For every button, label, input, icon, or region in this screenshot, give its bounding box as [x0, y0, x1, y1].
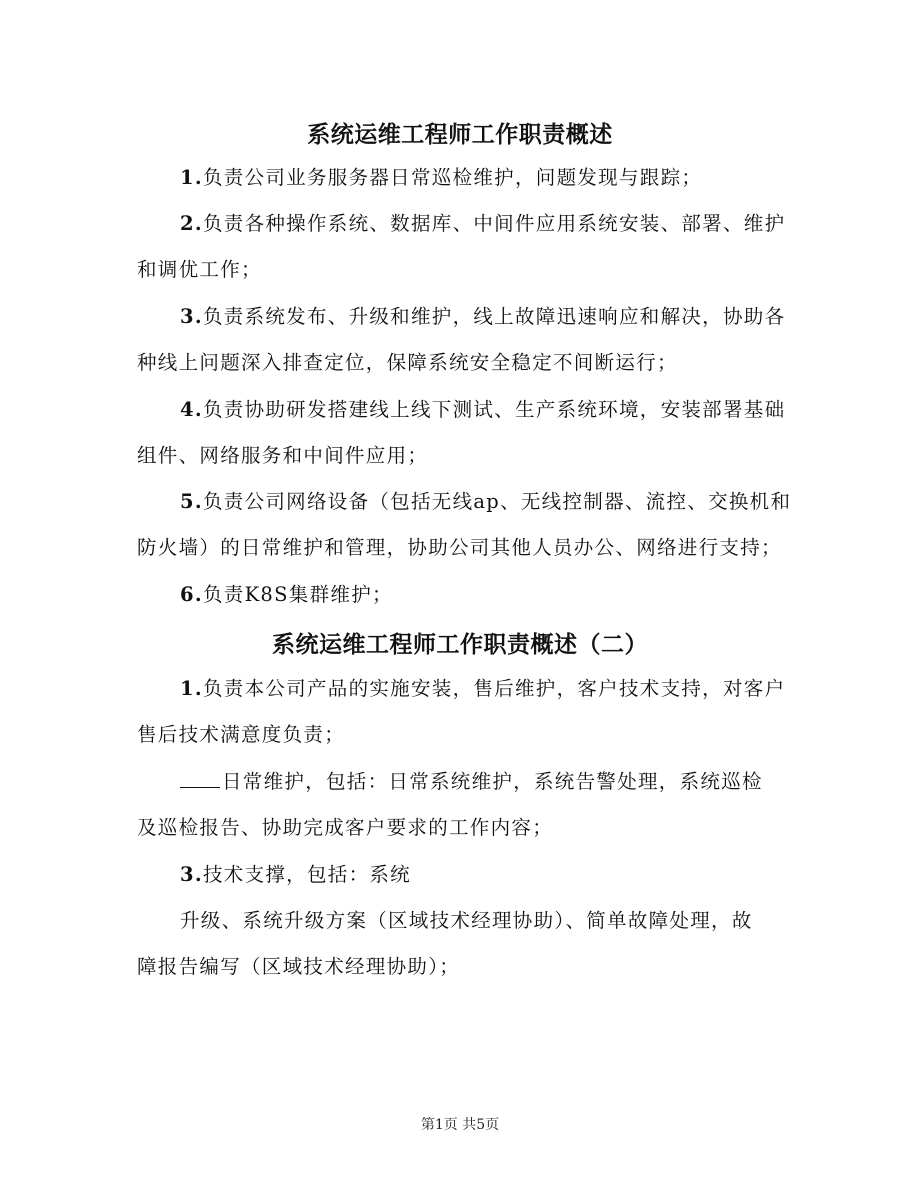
section1-item-4: [180, 397, 785, 423]
item-text: 负责协助研发搭建线上线下测试、生产系统环境，安装部署基础: [202, 398, 786, 421]
section1-item-5: [180, 489, 791, 515]
section1-item-2-continued: 和调优工作；: [137, 258, 262, 281]
item-number: 4.: [180, 398, 203, 421]
item-text: 负责K8S集群维护；: [202, 583, 393, 606]
section1-item-4-continued: 组件、网络服务和中间件应用；: [137, 444, 429, 467]
item-text: 负责各种操作系统、数据库、中间件应用系统安装、部署、维护: [202, 212, 786, 235]
item-number: 2.: [180, 212, 203, 235]
section1-item-3-continued: 种线上问题深入排查定位，保障系统安全稳定不间断运行；: [137, 351, 678, 374]
section1-item-1: [180, 165, 702, 191]
section1-item-5-continued: 防火墙）的日常维护和管理，协助公司其他人员办公、网络进行支持；: [137, 536, 782, 559]
item-number: 3.: [180, 863, 203, 886]
section1-item-6: [180, 582, 393, 608]
section1-item-3: [180, 304, 785, 330]
section2-item-3: [180, 862, 411, 888]
item-text: 负责本公司产品的实施安装，售后维护，客户技术支持，对客户: [202, 677, 786, 700]
item-number: 6.: [180, 583, 203, 606]
item-text: 日常维护，包括：日常系统维护，系统告警处理，系统巡检: [222, 770, 763, 793]
item-number: 3.: [180, 305, 203, 328]
section1-title: 系统运维工程师工作职责概述: [307, 121, 613, 148]
section2-item-2: [180, 769, 763, 795]
item-number: 1.: [180, 166, 203, 189]
section1-item-2: [180, 211, 785, 237]
section2-item-2-continued: 及巡检报告、协助完成客户要求的工作内容；: [137, 816, 554, 839]
item-number: 5.: [180, 490, 203, 513]
section2-item-3-paragraph: 升级、系统升级方案（区域技术经理协助）、简单故障处理，故: [180, 909, 753, 932]
section2-item-1-continued: 售后技术满意度负责；: [137, 723, 346, 746]
item-text: 负责公司业务服务器日常巡检维护，问题发现与跟踪；: [202, 166, 703, 189]
section2-item-3-paragraph-continued: 障报告编写（区域技术经理协助）；: [137, 955, 461, 978]
section2-item-1: [180, 676, 785, 702]
section2-title: 系统运维工程师工作职责概述（二）: [272, 631, 648, 658]
item-number: 1.: [180, 677, 203, 700]
item-text: 负责系统发布、升级和维护，线上故障迅速响应和解决，协助各: [202, 305, 786, 328]
page-footer: 第1页 共5页: [420, 1117, 500, 1133]
item-text: 技术支撑，包括：系统: [202, 863, 411, 886]
blank-underline: [180, 771, 220, 788]
item-text: 负责公司网络设备（包括无线ap、无线控制器、流控、交换机和: [202, 490, 792, 513]
